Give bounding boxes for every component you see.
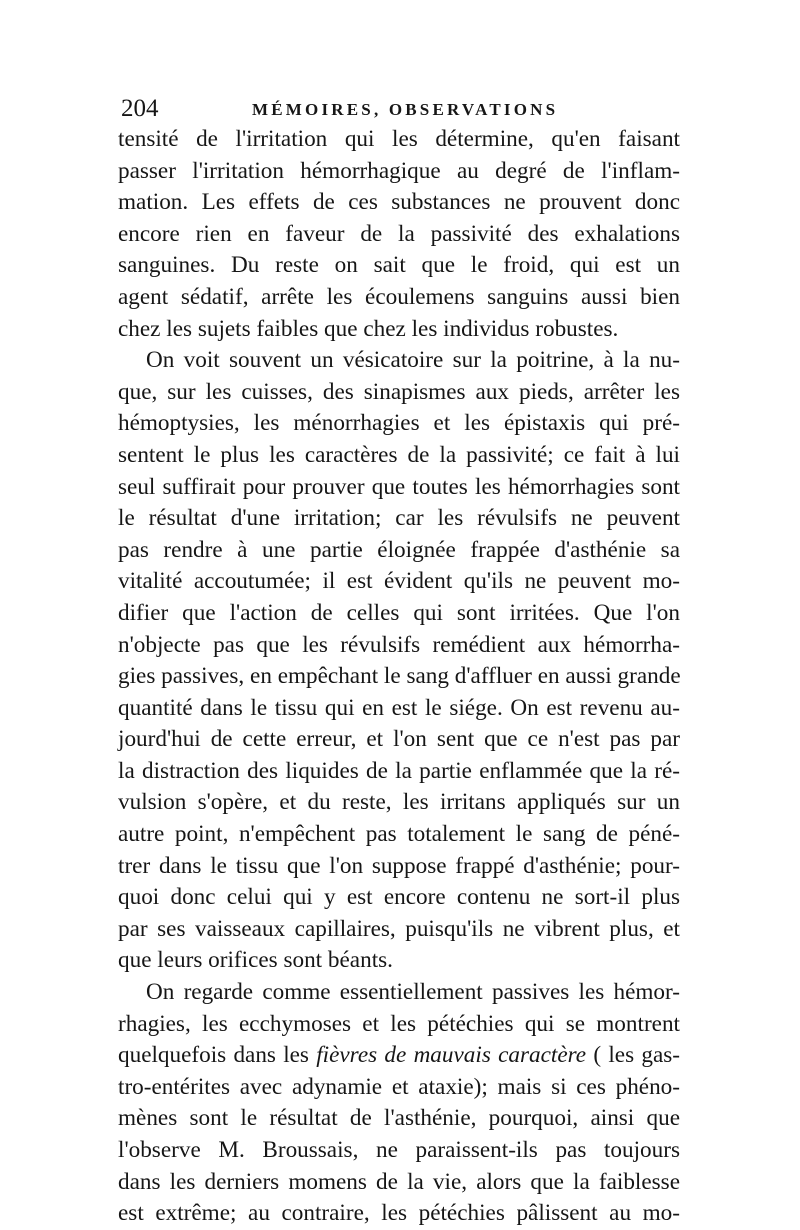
text-line: par ses vaisseaux capillaires, puisqu'ils ne vibrent plus, et: [118, 915, 680, 942]
running-head: [121, 90, 681, 126]
text-line: gies passives, en empêchant le sang d'affluer en aussi grande: [118, 663, 681, 690]
text-line: mation. Les effets de ces substances ne prouvent donc: [118, 189, 680, 216]
text-line: passer l'irritation hémorrhagique au degré de l'inflam-: [118, 157, 680, 184]
text-line: encore rien en faveur de la passivité des exhalations: [118, 220, 680, 247]
text-line: pas rendre à une partie éloignée frappée d'asthénie sa: [118, 536, 680, 563]
text-run: quelquefois dans les: [118, 1042, 317, 1069]
text-line: On voit souvent un vésicatoire sur la poitrine, à la nu-: [146, 347, 680, 374]
text-run: ( les gas-: [586, 1042, 680, 1069]
text-line: [118, 1040, 680, 1072]
text-line: sanguines. Du reste on sait que le froid, qui est un: [118, 252, 680, 279]
page-number: 204: [121, 95, 159, 122]
text-line: rhagies, les ecchymoses et les pétéchies qui se montrent: [118, 1010, 680, 1037]
text-line: seul suffirait pour prouver que toutes les hémorrhagies sont: [118, 473, 680, 500]
text-line: difier que l'action de celles qui sont irritées. Que l'on: [118, 599, 680, 626]
text-line: quantité dans le tissu qui en est le siége. On est revenu au-: [118, 694, 680, 721]
running-title: MÉMOIRES, OBSERVATIONS: [252, 100, 559, 119]
text-line: tensité de l'irritation qui les détermine, qu'en faisant: [118, 126, 680, 152]
text-line: que, sur les cuisses, des sinapismes aux pieds, arrêter les: [118, 378, 680, 405]
text-line: est extrême; au contraire, les pétéchies pâlissent au mo-: [118, 1200, 680, 1227]
text-line: agent sédatif, arrête les écoulemens sanguins aussi bien: [118, 283, 680, 310]
text-line: le résultat d'une irritation; car les révulsifs ne peuvent: [118, 505, 680, 532]
text-line: On regarde comme essentiellement passives les hémor-: [146, 979, 680, 1006]
text-line: vitalité accoutumée; il est évident qu'ils ne peuvent mo-: [118, 568, 680, 595]
text-line: chez les sujets faibles que chez les individus robustes.: [118, 315, 619, 342]
text-line: autre point, n'empêchent pas totalement le sang de péné-: [118, 821, 680, 848]
body-text: [118, 124, 680, 1230]
text-line: n'objecte pas que les révulsifs remédient aux hémorrha-: [118, 631, 680, 658]
text-line: tro-entérites avec adynamie et ataxie); mais si ces phéno-: [118, 1073, 680, 1100]
text-line: hémoptysies, les ménorrhagies et les épistaxis qui pré-: [118, 410, 680, 437]
text-line: dans les derniers momens de la vie, alors que la faiblesse: [118, 1168, 680, 1195]
text-line: trer dans le tissu que l'on suppose frappé d'asthénie; pour-: [118, 852, 680, 879]
text-line: que leurs orifices sont béants.: [118, 947, 393, 974]
text-line: vulsion s'opère, et du reste, les irritans appliqués sur un: [118, 789, 680, 816]
text-line: jourd'hui de cette erreur, et l'on sent que ce n'est pas par: [118, 726, 680, 753]
text-line: mènes sont le résultat de l'asthénie, pourquoi, ainsi que: [118, 1105, 680, 1132]
italic-phrase: fièvres de mauvais caractère: [316, 1042, 587, 1069]
text-line: quoi donc celui qui y est encore contenu ne sort-il plus: [118, 884, 680, 911]
text-line: la distraction des liquides de la partie enflammée que la ré-: [118, 757, 680, 784]
text-line: l'observe M. Broussais, ne paraissent-ils pas toujours: [118, 1137, 680, 1163]
text-line: sentent le plus les caractères de la passivité; ce fait à lui: [118, 441, 680, 468]
